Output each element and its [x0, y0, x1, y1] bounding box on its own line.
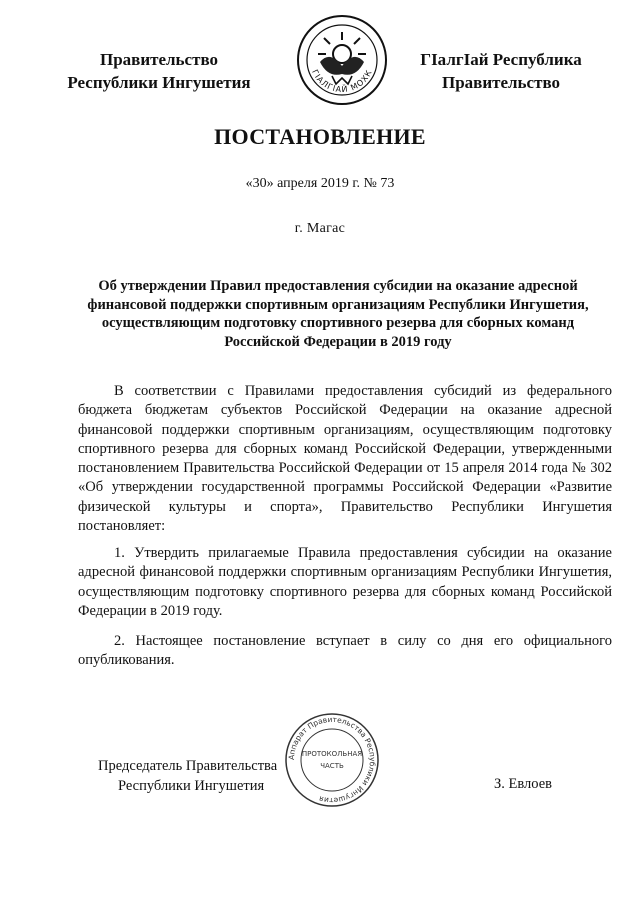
- paragraph-text: 1. Утвердить прилагаемые Правила предоставления субсидии на оказание адресной финансовой поддержки спортивным организациям Республики Ингушетия, осуществляющим подготовку спортивного резерва для сборных команд Российской Федерации в 2019 году.: [78, 545, 612, 619]
- document-city: г. Магас: [294, 221, 346, 236]
- signatory-name: З. Евлоев: [494, 776, 552, 792]
- header-left-line1: Правительство: [99, 50, 219, 69]
- document-type-title: ПОСТАНОВЛЕНИЕ: [214, 124, 426, 149]
- document-date-number: «30» апреля 2019 г. № 73: [245, 176, 395, 191]
- header-left: [48, 48, 270, 94]
- document-subject: Об утверждении Правил предоставления субсидии на оказание адресной финансовой поддержки спортивным организациям Республики Ингушетия, осуществляющим подготовку спортивного резерва для сборных команд Российской Федерации в 2019 году: [87, 278, 589, 350]
- coat-of-arms-icon: [296, 14, 388, 106]
- header-right-line2: Правительство: [441, 73, 561, 92]
- svg-text:Аппарат Правительства Республи: Аппарат Правительства Республики Ингушетия: [286, 714, 378, 806]
- paragraph-text: 2. Настоящее постановление вступает в силу со дня его официального опубликования.: [78, 633, 612, 669]
- header-right-line1: ГIалгIай Республика: [420, 50, 582, 69]
- signatory-title-line2: Республики Ингушетия: [118, 777, 265, 794]
- svg-text:ЧАСТЬ: ЧАСТЬ: [320, 762, 344, 770]
- header-left-line2: Республики Ингушетия: [67, 73, 251, 92]
- body-paragraph-3: [78, 632, 612, 671]
- body-paragraph-2: [78, 544, 612, 621]
- svg-text:ПРОТОКОЛЬНАЯ: ПРОТОКОЛЬНАЯ: [301, 750, 363, 758]
- signatory-title-line1: Председатель Правительства: [98, 758, 278, 774]
- body-paragraph-1: [78, 382, 612, 536]
- paragraph-text: В соответствии с Правилами предоставления субсидий из федерального бюджета бюджетам субъектов Российской Федерации на оказание адресной финансовой поддержки спортивным организациям, осуществляющим подготовку спортивного резерва для сборных команд Российской Федерации, утвержденными постановлением Правительства Российской Федерации от 15 апреля 2014 года № 302 «Об утверждении государственной программы Российской Федерации «Развитие физической культуры и спорта», Правительство Республики Ингушетия постановляет:: [78, 383, 612, 535]
- header-right: [390, 48, 612, 94]
- signatory-title: [98, 757, 277, 796]
- official-stamp-icon: [284, 712, 380, 808]
- svg-text:ГIАЛГIАЙ МОХК: ГIАЛГIАЙ МОХК: [310, 68, 374, 95]
